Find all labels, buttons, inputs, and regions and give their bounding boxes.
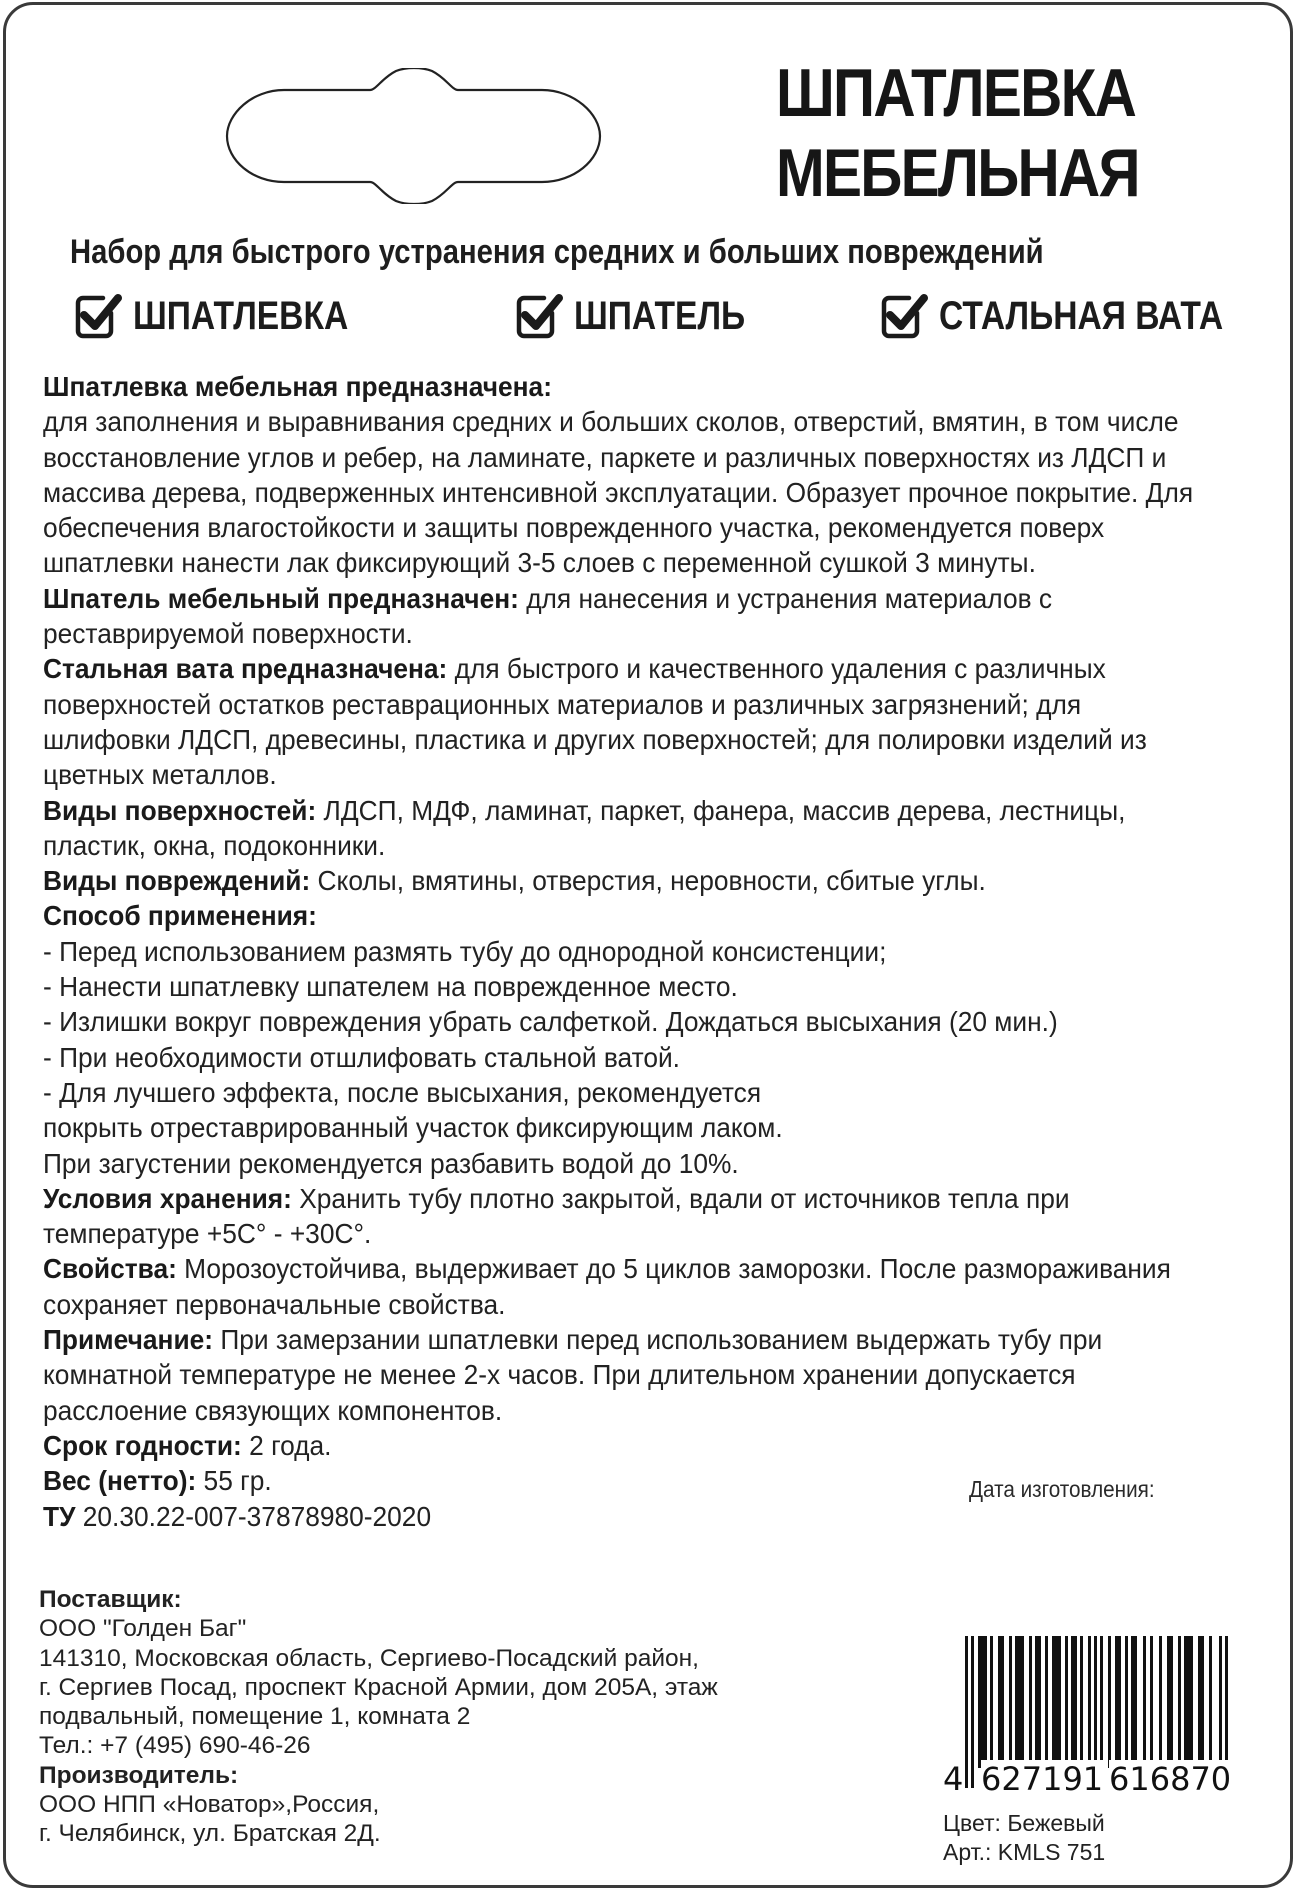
section-usage xyxy=(43,898,1209,933)
usage-step: - Перед использованием размять тубу до однородной консистенции; xyxy=(43,935,887,967)
section-text: для быстрого и качественного удаления с различных поверхностей остатков реставрационных материалов и различных загрязнений; для шлифовки ЛДСП, древесины, пластика и других поверхностей; для полировки изделий из цветных металлов. xyxy=(43,653,1147,791)
section-steel-wool xyxy=(43,651,1209,792)
section-remark xyxy=(43,1322,1209,1428)
section-text: Хранить тубу плотно закрытой, вдали от источников тепла при температуре +5С° - +30С°. xyxy=(43,1182,1070,1250)
section-heading: Шпатлевка мебельная предназначена: xyxy=(43,371,552,402)
usage-note: При загустении рекомендуется разбавить водой до 10%. xyxy=(43,1147,739,1179)
usage-step: - При необходимости отшлифовать стальной ватой. xyxy=(43,1041,680,1073)
kit-item-steel-wool xyxy=(879,291,1277,341)
usage-step: - Нанести шпатлевку шпателем на поврежденное место. xyxy=(43,971,738,1003)
supplier-line: ООО "Голден Баг" xyxy=(39,1615,247,1643)
supplier-phone: Тел.: +7 (495) 690-46-26 xyxy=(39,1732,311,1760)
section-text: 20.30.22-007-37878980-2020 xyxy=(75,1500,432,1532)
section-heading: ТУ xyxy=(43,1500,76,1532)
supplier-line: г. Сергиев Посад, проспект Красной Армии, дом 205А, этаж xyxy=(39,1673,718,1701)
section-heading: Условия хранения: xyxy=(43,1182,292,1214)
section-text: для заполнения и выравнивания средних и больших сколов, отверстий, вмятин, в том числе восстановление углов и ребер, на ламинате, паркете и различных поверхностях из ЛДСП и массива дерева, подверженных интенсивной эксплуатации. Образует прочное покрытие. Для обеспечения влагостойкости и защиты поврежденного участка, рекомендуется поверх шпатлевки нанести лак фиксирующий 3-5 слоев с переменной сушкой 3 минуты. xyxy=(43,406,1194,579)
checkbox-checked-icon xyxy=(73,291,123,341)
usage-step: - Для лучшего эффекта, после высыхания, рекомендуется покрыть отреставрированный участок фиксирующим лаком. xyxy=(43,1076,783,1144)
product-article: Арт.: KMLS 751 xyxy=(943,1839,1106,1865)
section-putty xyxy=(43,369,1209,581)
kit-item-putty xyxy=(73,291,389,341)
product-subtitle: Набор для быстрого устранения средних и больших повреждений xyxy=(70,233,1044,271)
kit-item-spatula xyxy=(514,291,778,341)
company-info xyxy=(39,1585,839,1849)
product-description xyxy=(43,369,1209,1534)
section-surfaces xyxy=(43,793,1209,864)
section-heading: Виды поверхностей: xyxy=(43,794,317,826)
section-heading: Способ применения: xyxy=(43,900,317,932)
supplier-line: 141310, Московская область, Сергиево-Посадский район, xyxy=(39,1644,699,1672)
section-heading: Стальная вата предназначена: xyxy=(43,653,448,685)
usage-step: - Излишки вокруг повреждения убрать салфеткой. Дождаться высыхания (20 мин.) xyxy=(43,1006,1058,1038)
section-heading: Срок годности: xyxy=(43,1429,242,1461)
barcode-right-group: 616870 xyxy=(1109,1760,1232,1798)
section-heading: Свойства: xyxy=(43,1253,177,1285)
barcode-left-group: 627191 xyxy=(981,1760,1104,1798)
product-title-line1: ШПАТЛЕВКА xyxy=(776,55,1136,131)
manufacturer-line: ООО НПП «Новатор»,Россия, xyxy=(39,1791,380,1819)
product-color: Цвет: Бежевый xyxy=(943,1810,1105,1836)
section-text: При замерзании шпатлевки перед использованием выдержать тубу при комнатной температуре не менее 2-х часов. При длительном хранении допускается расслоение связующих компонентов. xyxy=(43,1324,1103,1426)
product-title xyxy=(776,53,1139,213)
supplier-line: подвальный, помещение 1, комната 2 xyxy=(39,1703,471,1731)
section-heading: Вес (нетто): xyxy=(43,1465,197,1497)
kit-item-label: ШПАТЛЕВКА xyxy=(133,293,349,338)
kit-contents xyxy=(6,291,1290,347)
section-text: ЛДСП, МДФ, ламинат, паркет, фанера, массив дерева, лестницы, пластик, окна, подоконники. xyxy=(43,794,1126,861)
checkbox-checked-icon xyxy=(879,291,929,341)
section-text: 2 года. xyxy=(241,1429,332,1461)
manufacturer-heading: Производитель: xyxy=(39,1761,239,1789)
section-spatula xyxy=(43,581,1209,652)
manufacturer-line: г. Челябинск, ул. Братская 2Д. xyxy=(39,1820,381,1848)
product-title-line2: МЕБЕЛЬНАЯ xyxy=(776,135,1139,211)
manufacture-date-label: Дата изготовления: xyxy=(969,1476,1155,1502)
section-heading: Шпатель мебельный предназначен: xyxy=(43,582,519,614)
section-heading: Примечание: xyxy=(43,1324,214,1356)
section-properties xyxy=(43,1251,1209,1322)
section-heading: Виды повреждений: xyxy=(43,865,311,897)
section-text: для нанесения и устранения материалов с реставрируемой поверхности. xyxy=(43,582,1053,650)
packaging-card xyxy=(3,2,1293,1888)
ean13-barcode xyxy=(939,1634,1239,1799)
section-text: Сколы, вмятины, отверстия, неровности, сбитые углы. xyxy=(310,865,986,897)
product-meta xyxy=(943,1809,1105,1867)
kit-item-label: СТАЛЬНАЯ ВАТА xyxy=(939,293,1224,338)
hang-hole-outline xyxy=(224,68,604,204)
section-damages xyxy=(43,863,1209,898)
section-text: 55 гр. xyxy=(196,1465,272,1497)
section-storage xyxy=(43,1181,1209,1252)
section-text: Морозоустойчива, выдерживает до 5 циклов заморозки. После размораживания сохраняет первоначальные свойства. xyxy=(43,1253,1171,1320)
checkbox-checked-icon xyxy=(514,291,564,341)
kit-item-label: ШПАТЕЛЬ xyxy=(574,293,746,338)
section-standard xyxy=(43,1499,1209,1534)
supplier-heading: Поставщик: xyxy=(39,1586,182,1613)
section-shelf-life xyxy=(43,1428,1209,1463)
barcode-first-digit: 4 xyxy=(943,1760,964,1798)
